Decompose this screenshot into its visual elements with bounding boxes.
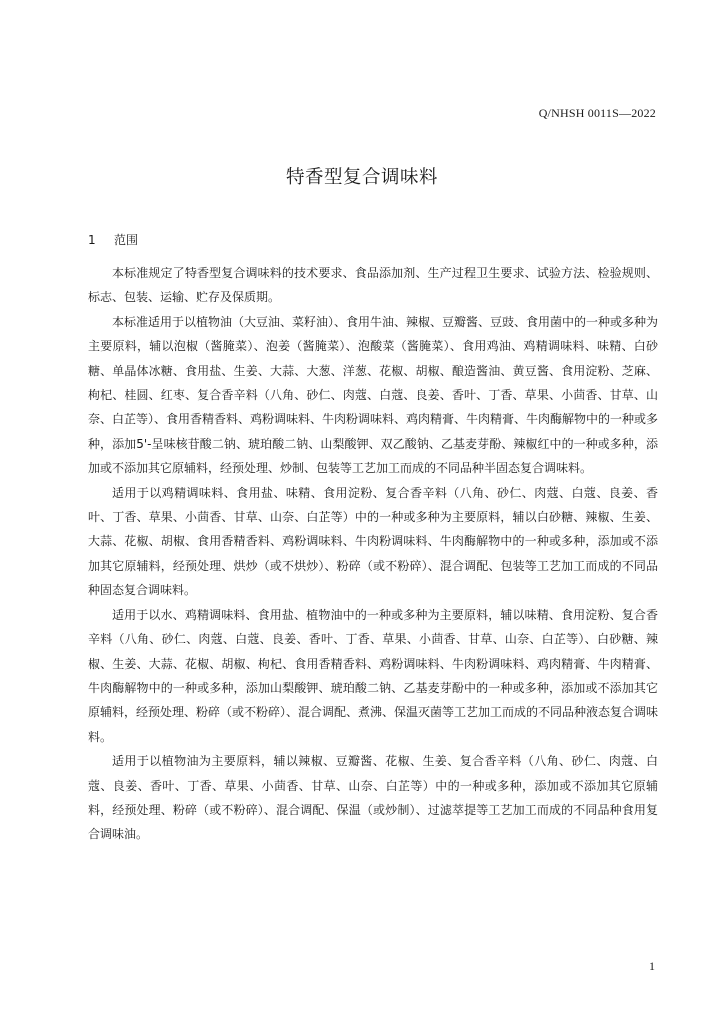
section-body [88,261,658,847]
paragraph-solid: 适用于以鸡精调味料、食用盐、味精、食用淀粉、复合香辛料（八角、砂仁、肉蔻、白蔻、良姜、香叶、丁香、草果、小茴香、甘草、山奈、白芷等）中的一种或多种为主要原料，辅以白砂糖、辣椒、生姜、大蒜、花椒、胡椒、食用香精香料、鸡粉调味料、牛肉粉调味料、牛肉酶解物中的一种或多种，添加或不添加其它原辅料，经预处理、烘炒（或不烘炒）、粉碎（或不粉碎）、混合调配、包装等工艺加工而成的不同品种固态复合调味料。 [88,485,658,598]
paragraph-semi-solid: 本标准适用于以植物油（大豆油、菜籽油）、食用牛油、辣椒、豆瓣酱、豆豉、食用菌中的一种或多种为主要原料，辅以泡椒（酱腌菜）、泡姜（酱腌菜）、泡酸菜（酱腌菜）、食用鸡油、鸡精调味料、味精、白砂糖、单晶体冰糖、食用盐、生姜、大蒜、大葱、洋葱、花椒、胡椒、酿造酱油、黄豆酱、食用淀粉、芝麻、枸杞、桂圆、红枣、复合香辛料（八角、砂仁、肉蔻、白蔻、良姜、香叶、丁香、草果、小茴香、甘草、山奈、白芷等）、食用香精香料、鸡粉调味料、牛肉粉调味料、鸡肉精膏、牛肉精膏、牛肉酶解物中的一种或多种，添加5'-呈味核苷酸二钠、琥珀酸二钠、山梨酸钾、双乙酸钠、乙基麦芽酚、辣椒红中的一种或多种，添加或不添加其它原辅料，经预处理、炒制、包装等工艺加工而成的不同品种半固态复合调味料。 [88,314,659,476]
page-number: 1 [649,959,655,973]
paragraph-liquid: 适用于以水、鸡精调味料、食用盐、植物油中的一种或多种为主要原料，辅以味精、食用淀粉、复合香辛料（八角、砂仁、肉蔻、白蔻、良姜、香叶、丁香、草果、小茴香、甘草、山奈、白芷等）、白砂糖、辣椒、生姜、大蒜、花椒、胡椒、枸杞、食用香精香料、鸡粉调味料、牛肉粉调味料、鸡肉精膏、牛肉精膏、牛肉酶解物中的一种或多种，添加山梨酸钾、琥珀酸二钠、乙基麦芽酚中的一种或多种，添加或不添加其它原辅料，经预处理、粉碎（或不粉碎）、混合调配、煮沸、保温灭菌等工艺加工而成的不同品种液态复合调味料。 [88,607,659,744]
paragraph-oil: 适用于以植物油为主要原料，辅以辣椒、豆瓣酱、花椒、生姜、复合香辛料（八角、砂仁、肉蔻、白蔻、良姜、香叶、丁香、草果、小茴香、甘草、山奈、白芷等）中的一种或多种，添加或不添加其它原辅料，经预处理、粉碎（或不粉碎）、混合调配、保温（或炒制）、过滤萃提等工艺加工而成的不同品种食用复合调味油。 [88,754,658,842]
section-number: 1 [88,233,96,247]
section-title: 范围 [114,233,139,247]
document-title: 特香型复合调味料 [285,167,438,188]
section-heading [88,231,138,248]
standard-code: Q/NHSH 0011S—2022 [538,106,656,120]
paragraph-scope-intro: 本标准规定了特香型复合调味料的技术要求、食品添加剂、生产过程卫生要求、试验方法、检验规则、标志、包装、运输、贮存及保质期。 [88,266,658,305]
